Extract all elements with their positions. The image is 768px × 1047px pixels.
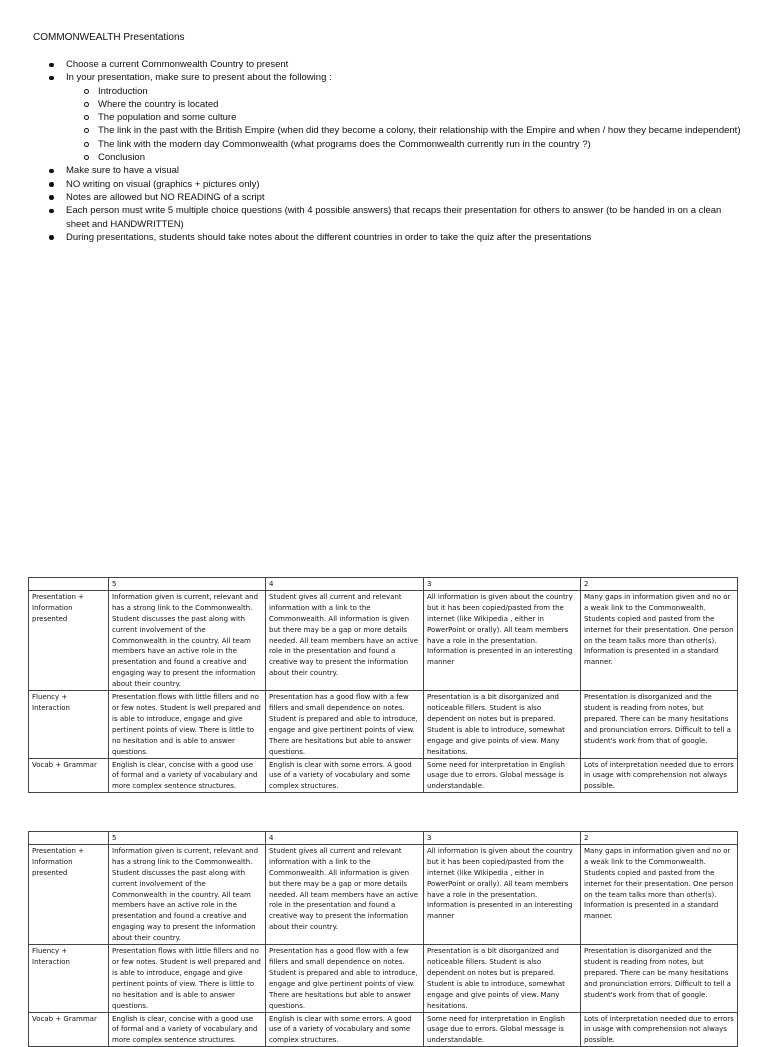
bullet-dot — [49, 169, 54, 174]
page-title: COMMONWEALTH Presentations — [33, 32, 185, 43]
circle-bullet — [84, 102, 89, 107]
rubric-row — [29, 590, 738, 690]
rubric-header-cell: 3 — [424, 832, 581, 845]
rubric-criterion-label: Fluency + Interaction — [29, 945, 109, 1012]
rubric-cell: Student gives all current and relevant information with a link to the Commonwealth. All information is given but there may be a gap or more details needed. All team members have an active role in the presentation and found a creative way to present the information about their country. — [266, 844, 424, 944]
bullet-dot — [49, 76, 54, 81]
circle-bullet — [84, 155, 89, 160]
bullet-dot — [49, 235, 54, 240]
rubric-header-cell — [29, 832, 109, 845]
rubric-cell: Presentation has a good flow with a few fillers and small dependence on notes. Student is prepared and able to introduce, engage and give pertinent points of view. There are hesitations but able to answer questions. — [266, 691, 424, 758]
rubric-header-cell: 4 — [266, 832, 424, 845]
rubric-cell: Many gaps in information given and no or a weak link to the Commonwealth. Students copied and pasted from the internet for their presentation. One person on the team talks more than other(s). Information is presented in a standard manner. — [581, 844, 738, 944]
rubric-cell: Presentation is a bit disorganized and noticeable fillers. Student is also dependent on notes but is prepared. Student is able to introduce, somewhat engage and give points of view. Many hesitations. — [424, 945, 581, 1012]
rubric-header-cell: 2 — [581, 832, 738, 845]
rubric-header-cell — [29, 578, 109, 591]
rubric-cell: English is clear with some errors. A good use of a variety of vocabulary and some complex structures. — [266, 1012, 424, 1047]
bullet-dot — [49, 63, 54, 68]
rubric-cell: Presentation has a good flow with a few fillers and small dependence on notes. Student is prepared and able to introduce, engage and give pertinent points of view. There are hesitations but able to answer questions. — [266, 945, 424, 1012]
rubric-cell: Information given is current, relevant and has a strong link to the Commonwealth. Student discusses the past along with current involvement of the Commonwealth in the country. All team members have an active role in the presentation and found a creative and engaging way to present the information about their country. — [109, 844, 266, 944]
sub-item: The link with the modern day Commonwealth (what programs does the Commonwealth currently run in the country ?) — [66, 138, 743, 151]
rubric-cell: All information is given about the country but it has been copied/pasted from the internet (like Wikipedia , either in PowerPoint or orally). All team members have a role in the presentation. Information is presented in an interesting manner — [424, 590, 581, 690]
sub-list — [66, 85, 743, 165]
bullet-item: During presentations, students should take notes about the different countries in order to take the quiz after the presentations — [33, 231, 743, 244]
rubric-cell: Some need for interpretation in English usage due to errors. Global message is understandable. — [424, 1012, 581, 1047]
rubric-header-cell: 5 — [109, 832, 266, 845]
rubric-header-cell: 5 — [109, 578, 266, 591]
sub-item: Where the country is located — [66, 98, 743, 111]
circle-bullet — [84, 128, 89, 133]
rubric-cell: All information is given about the country but it has been copied/pasted from the internet (like Wikipedia , either in PowerPoint or orally). All team members have a role in the presentation. Information is presented in an interesting manner — [424, 844, 581, 944]
rubric-criterion-label: Vocab + Grammar — [29, 758, 109, 793]
sub-item: Conclusion — [66, 151, 743, 164]
rubric-table — [28, 577, 738, 793]
rubric-criterion-label: Presentation + Information presented — [29, 844, 109, 944]
circle-bullet — [84, 89, 89, 94]
rubric-cell: Presentation is disorganized and the student is reading from notes, but prepared. There can be many hesitations and pronunciation errors. Difficult to tell a student's work from that of google. — [581, 691, 738, 758]
rubric-cell: Lots of interpretation needed due to errors in usage with comprehension not always possible. — [581, 758, 738, 793]
rubric-criterion-label: Fluency + Interaction — [29, 691, 109, 758]
rubric-row — [29, 945, 738, 1012]
rubric-header-cell: 3 — [424, 578, 581, 591]
rubric-cell: Presentation flows with little fillers and no or few notes. Student is well prepared and is able to introduce, engage and give pertinent points of view. There is little to no hesitation and is able to answer questions. — [109, 945, 266, 1012]
bullet-dot — [49, 195, 54, 200]
rubric-cell: Many gaps in information given and no or a weak link to the Commonwealth. Students copied and pasted from the internet for their presentation. One person on the team talks more than other(s). Information is presented in a standard manner. — [581, 590, 738, 690]
sub-item: The population and some culture — [66, 111, 743, 124]
rubric-criterion-label: Presentation + Information presented — [29, 590, 109, 690]
bullet-item: Each person must write 5 multiple choice questions (with 4 possible answers) that recaps their presentation for others to answer (to be handed in on a clean sheet and HANDWRITTEN) — [33, 204, 743, 231]
instruction-list — [33, 58, 743, 244]
rubric-row — [29, 691, 738, 758]
bullet-item: Make sure to have a visual — [33, 164, 743, 177]
sub-item: Introduction — [66, 85, 743, 98]
sub-item: The link in the past with the British Empire (when did they become a colony, their relationship with the Empire and when / how they became independent) — [66, 124, 743, 137]
bullet-dot — [49, 209, 54, 214]
rubric-cell: Student gives all current and relevant information with a link to the Commonwealth. All information is given but there may be a gap or more details needed. All team members have an active role in the presentation and found a creative way to present the information about their country. — [266, 590, 424, 690]
rubric-row — [29, 1012, 738, 1047]
bullet-item: In your presentation, make sure to present about the following : Introduction Where the country is located The population and some culture The link in the past with the British Empire (when did they become a colony, their relationship with the Empire and when / how they became independent) The link with the modern day Commonwealth (what programs does the Commonwealth currently run in the country ?) Conclusion — [33, 71, 743, 164]
bullet-item: Notes are allowed but NO READING of a script — [33, 191, 743, 204]
rubric-row — [29, 758, 738, 793]
rubric-cell: Presentation is a bit disorganized and noticeable fillers. Student is also dependent on notes but is prepared. Student is able to introduce, somewhat engage and give points of view. Many hesitations. — [424, 691, 581, 758]
bullet-dot — [49, 182, 54, 187]
rubric-cell: Some need for interpretation in English usage due to errors. Global message is understandable. — [424, 758, 581, 793]
rubric-cell: English is clear with some errors. A good use of a variety of vocabulary and some complex structures. — [266, 758, 424, 793]
bullet-item: Choose a current Commonwealth Country to present — [33, 58, 743, 71]
rubric-cell: English is clear, concise with a good use of formal and a variety of vocabulary and more complex sentence structures. — [109, 1012, 266, 1047]
circle-bullet — [84, 142, 89, 147]
rubric-cell: English is clear, concise with a good use of formal and a variety of vocabulary and more complex sentence structures. — [109, 758, 266, 793]
rubric-header-cell: 4 — [266, 578, 424, 591]
rubric-cell: Presentation flows with little fillers and no or few notes. Student is well prepared and is able to introduce, engage and give pertinent points of view. There is little to no hesitation and is able to answer questions. — [109, 691, 266, 758]
rubric-criterion-label: Vocab + Grammar — [29, 1012, 109, 1047]
rubric-header-row — [29, 578, 738, 591]
rubric-table — [28, 831, 738, 1047]
rubric-cell: Information given is current, relevant and has a strong link to the Commonwealth. Student discusses the past along with current involvement of the Commonwealth in the country. All team members have an active role in the presentation and found a creative and engaging way to present the information about their country. — [109, 590, 266, 690]
rubric-row — [29, 844, 738, 944]
rubric-header-row — [29, 832, 738, 845]
circle-bullet — [84, 115, 89, 120]
rubric-header-cell: 2 — [581, 578, 738, 591]
rubric-cell: Lots of interpretation needed due to errors in usage with comprehension not always possible. — [581, 1012, 738, 1047]
rubric-cell: Presentation is disorganized and the student is reading from notes, but prepared. There can be many hesitations and pronunciation errors. Difficult to tell a student's work from that of google. — [581, 945, 738, 1012]
bullet-item: NO writing on visual (graphics + pictures only) — [33, 178, 743, 191]
